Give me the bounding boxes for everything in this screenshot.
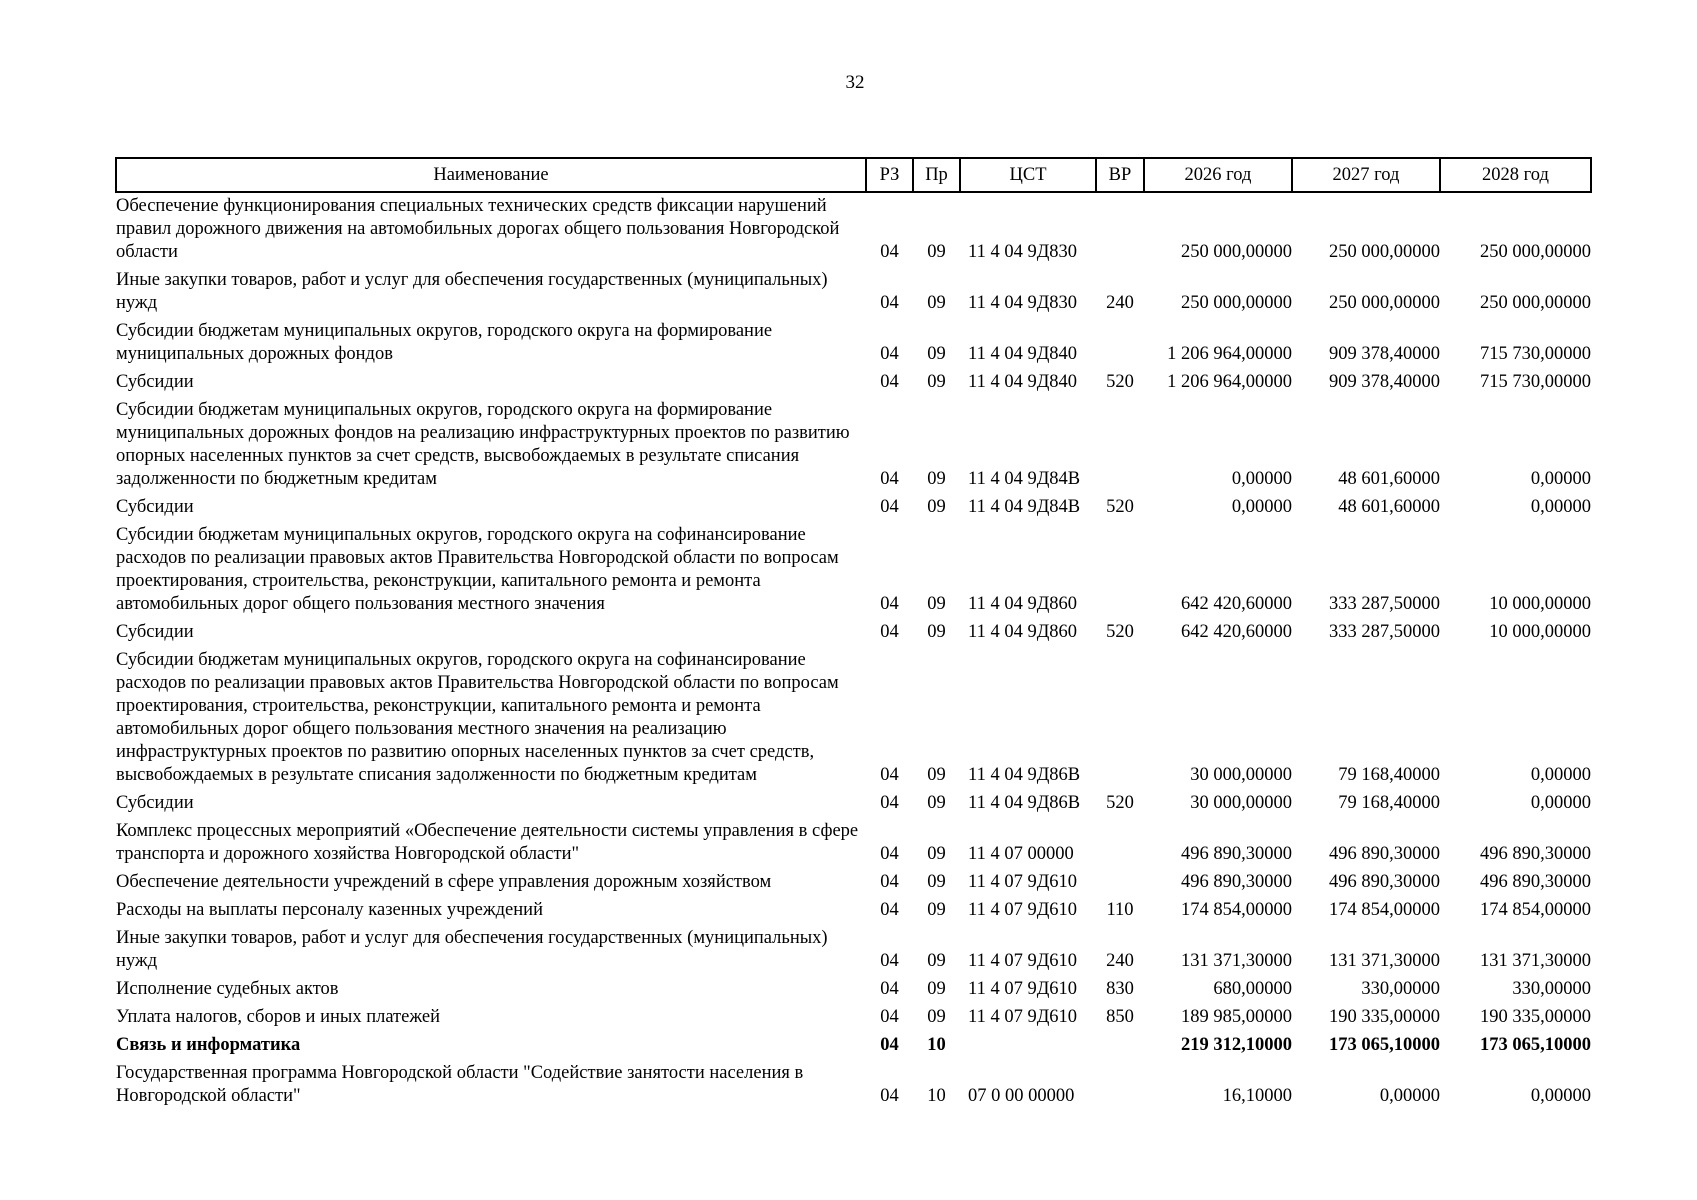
table-row: [116, 976, 1591, 1004]
row-name: Комплекс процессных мероприятий «Обеспечение деятельности системы управления в сфере транспорта и дорожного хозяйства Новгородской области": [116, 821, 859, 864]
row-value-2028: 330,00000: [1512, 979, 1591, 999]
row-pr: 09: [927, 622, 946, 642]
row-value-2027: 333 287,50000: [1329, 594, 1440, 614]
row-vr: 520: [1106, 372, 1134, 392]
row-pr: 09: [927, 844, 946, 864]
row-value-2027: 48 601,60000: [1338, 469, 1440, 489]
row-name: Субсидии бюджетам муниципальных округов, городского округа на формирование муниципальных дорожных фондов: [116, 321, 773, 364]
table-row: [116, 522, 1591, 619]
table-body: [116, 192, 1591, 1111]
row-rz: 04: [880, 1086, 899, 1106]
table-row: [116, 925, 1591, 976]
row-value-2027: 250 000,00000: [1329, 242, 1440, 262]
table-row: [116, 192, 1591, 267]
row-cst: 11 4 04 9Д830: [968, 242, 1078, 262]
row-rz: 04: [880, 1007, 899, 1027]
row-cst: 11 4 04 9Д860: [968, 594, 1078, 614]
row-vr: 240: [1106, 951, 1134, 971]
row-name: Субсидии бюджетам муниципальных округов, городского округа на софинансирование расходов по реализации правовых актов Правительства Новгородской области по вопросам проектирования, строительства, реконструкции, капитального ремонта и ремонта автомобильных дорог общего пользования местного значения: [116, 525, 839, 614]
row-rz: 04: [880, 793, 899, 813]
row-pr: 09: [927, 951, 946, 971]
header-2026: 2026 год: [1144, 158, 1292, 192]
row-pr: 09: [927, 793, 946, 813]
row-cst: 11 4 04 9Д830: [968, 293, 1078, 313]
row-name: Расходы на выплаты персоналу казенных учреждений: [116, 900, 543, 920]
row-rz: 04: [880, 242, 899, 262]
row-value-2028: 496 890,30000: [1480, 844, 1591, 864]
row-value-2026: 30 000,00000: [1190, 765, 1292, 785]
row-rz: 04: [880, 844, 899, 864]
row-name: Субсидии бюджетам муниципальных округов, городского округа на формирование муниципальных дорожных фондов на реализацию инфраструктурных проектов по развитию опорных населенных пунктов за счет средств, высвобождаемых в результате списания задолженности по бюджетным кредитам: [116, 400, 850, 489]
table-header-row: [116, 158, 1591, 192]
row-cst: 11 4 04 9Д84В: [968, 497, 1081, 517]
row-cst: 11 4 04 9Д86В: [968, 765, 1081, 785]
row-value-2027: 79 168,40000: [1338, 765, 1440, 785]
row-value-2026: 219 312,10000: [1181, 1035, 1292, 1055]
row-value-2027: 496 890,30000: [1329, 844, 1440, 864]
row-vr: 240: [1106, 293, 1134, 313]
row-vr: 830: [1106, 979, 1134, 999]
row-value-2026: 16,10000: [1222, 1086, 1292, 1106]
row-value-2026: 642 420,60000: [1181, 622, 1292, 642]
row-pr: 09: [927, 497, 946, 517]
row-value-2027: 79 168,40000: [1338, 793, 1440, 813]
header-cst: ЦСТ: [960, 158, 1096, 192]
row-name: Иные закупки товаров, работ и услуг для обеспечения государственных (муниципальных) нужд: [116, 928, 828, 971]
row-cst: 11 4 07 9Д610: [968, 872, 1078, 892]
row-rz: 04: [880, 622, 899, 642]
row-value-2026: 131 371,30000: [1181, 951, 1292, 971]
table-row: [116, 619, 1591, 647]
row-cst: 11 4 04 9Д84В: [968, 469, 1081, 489]
row-name: Субсидии: [116, 372, 194, 392]
row-value-2026: 189 985,00000: [1181, 1007, 1292, 1027]
row-value-2028: 0,00000: [1530, 793, 1591, 813]
header-pr: Пр: [913, 158, 960, 192]
row-cst: 11 4 04 9Д840: [968, 372, 1078, 392]
row-rz: 04: [880, 372, 899, 392]
table-row: [116, 647, 1591, 790]
row-cst: 11 4 07 9Д610: [968, 979, 1078, 999]
row-vr: [1096, 192, 1144, 267]
row-name: Субсидии: [116, 793, 194, 813]
row-value-2028: 250 000,00000: [1480, 242, 1591, 262]
row-vr: 520: [1106, 793, 1134, 813]
row-value-2026: 1 206 964,00000: [1167, 372, 1292, 392]
table-row: [116, 1032, 1591, 1060]
row-value-2026: 0,00000: [1231, 469, 1292, 489]
row-pr: 09: [927, 469, 946, 489]
row-rz: 04: [880, 594, 899, 614]
table-row: [116, 369, 1591, 397]
row-name: Субсидии: [116, 622, 194, 642]
row-value-2026: 1 206 964,00000: [1167, 344, 1292, 364]
row-value-2028: 131 371,30000: [1480, 951, 1591, 971]
header-2028: 2028 год: [1440, 158, 1591, 192]
row-rz: 04: [880, 765, 899, 785]
row-value-2028: 173 065,10000: [1480, 1035, 1591, 1055]
row-value-2026: 642 420,60000: [1181, 594, 1292, 614]
row-cst: 11 4 07 00000: [968, 844, 1074, 864]
row-pr: 09: [927, 765, 946, 785]
row-value-2026: 250 000,00000: [1181, 242, 1292, 262]
table-row: [116, 1004, 1591, 1032]
row-pr: 09: [927, 344, 946, 364]
header-vr: ВР: [1096, 158, 1144, 192]
row-name: Уплата налогов, сборов и иных платежей: [116, 1007, 441, 1027]
row-pr: 09: [927, 293, 946, 313]
row-value-2028: 0,00000: [1530, 1086, 1591, 1106]
row-vr: 850: [1106, 1007, 1134, 1027]
row-cst: 07 0 00 00000: [968, 1086, 1075, 1106]
row-name: Субсидии: [116, 497, 194, 517]
table-row: [116, 869, 1591, 897]
row-name: Связь и информатика: [116, 1035, 301, 1055]
row-pr: 09: [927, 242, 946, 262]
row-value-2028: 250 000,00000: [1480, 293, 1591, 313]
row-vr: 110: [1106, 900, 1134, 920]
row-value-2027: 131 371,30000: [1329, 951, 1440, 971]
row-name: Государственная программа Новгородской области "Содействие занятости населения в Новгородской области": [116, 1063, 804, 1106]
table-row: [116, 397, 1591, 494]
row-vr: [1096, 397, 1144, 494]
row-value-2026: 30 000,00000: [1190, 793, 1292, 813]
row-vr: [1096, 1060, 1144, 1111]
row-cst: 11 4 04 9Д860: [968, 622, 1078, 642]
row-value-2027: 173 065,10000: [1329, 1035, 1440, 1055]
row-value-2027: 174 854,00000: [1329, 900, 1440, 920]
table-row: [116, 1060, 1591, 1111]
header-2027: 2027 год: [1292, 158, 1440, 192]
row-value-2027: 330,00000: [1361, 979, 1440, 999]
row-value-2027: 333 287,50000: [1329, 622, 1440, 642]
row-cst: 11 4 07 9Д610: [968, 951, 1078, 971]
row-rz: 04: [880, 293, 899, 313]
row-value-2027: 190 335,00000: [1329, 1007, 1440, 1027]
row-pr: 09: [927, 594, 946, 614]
row-pr: 10: [927, 1086, 946, 1106]
row-value-2027: 0,00000: [1379, 1086, 1440, 1106]
row-pr: 09: [927, 372, 946, 392]
row-pr: 10: [927, 1035, 946, 1055]
row-vr: 520: [1106, 622, 1134, 642]
row-name: Субсидии бюджетам муниципальных округов, городского округа на софинансирование расходов по реализации правовых актов Правительства Новгородской области по вопросам проектирования, строительства, реконструкции, капитального ремонта и ремонта автомобильных дорог общего пользования местного значения на реализацию инфраструктурных проектов по развитию опорных населенных пунктов за счет средств, высвобождаемых в результате списания задолженности по бюджетным кредитам: [116, 650, 839, 785]
row-value-2027: 909 378,40000: [1329, 344, 1440, 364]
row-value-2028: 496 890,30000: [1480, 872, 1591, 892]
row-value-2028: 715 730,00000: [1480, 344, 1591, 364]
row-vr: [1096, 869, 1144, 897]
row-value-2026: 0,00000: [1231, 497, 1292, 517]
row-name: Иные закупки товаров, работ и услуг для обеспечения государственных (муниципальных) нужд: [116, 270, 828, 313]
row-rz: 04: [880, 1035, 899, 1055]
row-value-2028: 190 335,00000: [1480, 1007, 1591, 1027]
header-rz: РЗ: [866, 158, 913, 192]
row-rz: 04: [880, 469, 899, 489]
page-number: 32: [845, 72, 865, 93]
row-name: Исполнение судебных актов: [116, 979, 339, 999]
row-value-2026: 250 000,00000: [1181, 293, 1292, 313]
row-value-2028: 10 000,00000: [1489, 594, 1591, 614]
row-rz: 04: [880, 344, 899, 364]
row-rz: 04: [880, 900, 899, 920]
row-vr: 520: [1106, 497, 1134, 517]
table-row: [116, 494, 1591, 522]
row-vr: [1096, 647, 1144, 790]
row-vr: [1096, 818, 1144, 869]
row-rz: 04: [880, 872, 899, 892]
row-value-2028: 10 000,00000: [1489, 622, 1591, 642]
row-value-2028: 0,00000: [1530, 765, 1591, 785]
row-pr: 09: [927, 900, 946, 920]
row-cst: 11 4 04 9Д840: [968, 344, 1078, 364]
row-value-2028: 0,00000: [1530, 469, 1591, 489]
row-cst: 11 4 07 9Д610: [968, 900, 1078, 920]
row-vr: [1096, 318, 1144, 369]
row-name: Обеспечение функционирования специальных технических средств фиксации нарушений правил дорожного движения на автомобильных дорогах общего пользования Новгородской области: [116, 196, 840, 262]
table-row: [116, 818, 1591, 869]
row-value-2028: 0,00000: [1530, 497, 1591, 517]
row-vr: [1096, 1032, 1144, 1060]
row-rz: 04: [880, 497, 899, 517]
row-value-2027: 496 890,30000: [1329, 872, 1440, 892]
table-row: [116, 318, 1591, 369]
row-value-2027: 909 378,40000: [1329, 372, 1440, 392]
row-pr: 09: [927, 872, 946, 892]
header-name: Наименование: [116, 158, 866, 192]
row-value-2026: 496 890,30000: [1181, 844, 1292, 864]
row-pr: 09: [927, 1007, 946, 1027]
budget-table: [115, 157, 1592, 1111]
row-pr: 09: [927, 979, 946, 999]
row-rz: 04: [880, 951, 899, 971]
row-value-2028: 715 730,00000: [1480, 372, 1591, 392]
row-value-2026: 174 854,00000: [1181, 900, 1292, 920]
table-row: [116, 897, 1591, 925]
row-vr: [1096, 522, 1144, 619]
row-rz: 04: [880, 979, 899, 999]
table-row: [116, 267, 1591, 318]
row-cst: 11 4 07 9Д610: [968, 1007, 1078, 1027]
table-row: [116, 790, 1591, 818]
row-cst: [960, 1032, 1096, 1060]
row-value-2028: 174 854,00000: [1480, 900, 1591, 920]
row-value-2027: 250 000,00000: [1329, 293, 1440, 313]
row-value-2026: 496 890,30000: [1181, 872, 1292, 892]
row-cst: 11 4 04 9Д86В: [968, 793, 1081, 813]
row-value-2027: 48 601,60000: [1338, 497, 1440, 517]
row-value-2026: 680,00000: [1213, 979, 1292, 999]
row-name: Обеспечение деятельности учреждений в сфере управления дорожным хозяйством: [116, 872, 772, 892]
